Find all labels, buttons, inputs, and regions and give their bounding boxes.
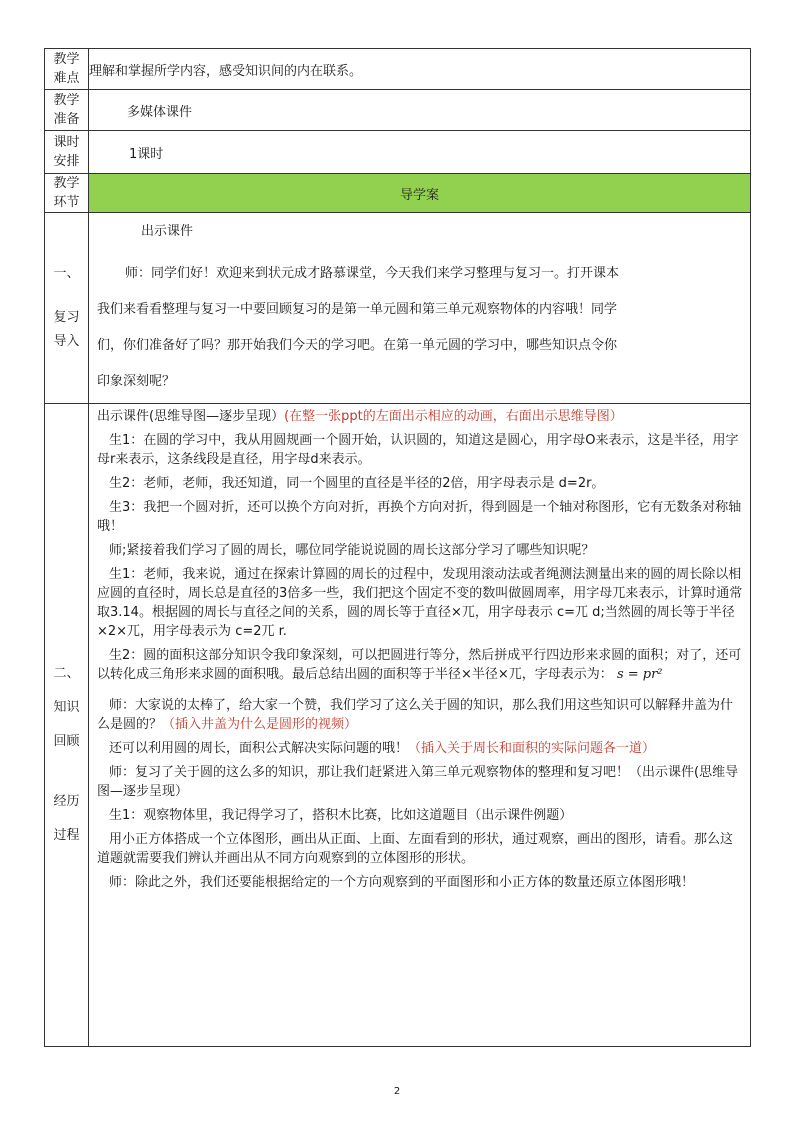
section-number: 二、 — [53, 666, 80, 681]
paragraph: 师：复习了关于圆的这么多的知识，那让我们赶紧进入第三单元观察物体的整理和复习吧！（出示课件(思维导图—逐步呈现） — [97, 765, 739, 799]
intro-line: 印象深刻呢？ — [97, 374, 176, 389]
paragraph: 师;紧接着我们学习了圆的周长，哪位同学能说说圆的周长这部分学习了哪些知识呢？ — [109, 543, 595, 558]
row-section-2 — [45, 404, 751, 1047]
section-number: 一、 — [53, 266, 80, 281]
intro-line: 师：同学们好！欢迎来到状元成才路慕课堂，今天我们来学习整理与复习一。打开课本 — [125, 266, 620, 281]
label-section-1 — [45, 213, 89, 404]
label-line-2: 难点 — [53, 71, 80, 86]
paragraph: 生1：在圆的学习中，我从用圆规画一个圆开始，认识圆的，知道这是圆心，用字母O来表示，这是半径，用字母r来表示，这条线段是直径，用字母d来表示。 — [97, 433, 739, 467]
paragraph-text: 生2：圆的面积这部分知识令我印象深刻，可以把圆进行等分，然后拼成平行四边形来求圆的面积；对了，还可以转化成三角形来求圆的面积哦。最后总结出圆的面积等于半径×半径×兀，字母表示为： — [97, 648, 742, 682]
paragraph — [97, 696, 744, 734]
stage-header: 导学案 — [89, 174, 751, 213]
paragraph-text: 还可以利用圆的周长，面积公式解决实际问题的哦！ — [109, 741, 409, 756]
section-1-content — [89, 213, 751, 404]
paragraph — [97, 739, 744, 758]
label-line-1: 教学 — [53, 176, 80, 191]
intro-line: 们，你们准备好了吗？那开始我们今天的学习吧。在第一单元圆的学习中，哪些知识点令你 — [97, 338, 618, 353]
row-section-1 — [45, 213, 751, 404]
label-section-2 — [45, 404, 89, 1047]
difficulty-content: 理解和掌握所学内容，感受知识间的内在联系。 — [89, 49, 751, 90]
label-stage — [45, 174, 89, 213]
area-formula: s = pr² — [616, 667, 663, 682]
label-line-2: 准备 — [53, 112, 80, 127]
row-schedule — [45, 131, 751, 174]
row-stage — [45, 174, 751, 213]
paragraph — [97, 407, 744, 426]
page-number: 2 — [393, 1086, 401, 1097]
paragraph-text: 师：大家说的太棒了，给大家一个赞，我们学习了这么关于圆的知识，那么我们用这些知识可以解释井盖为什么是圆的？ — [97, 698, 734, 732]
label-preparation — [45, 90, 89, 131]
label-line-1: 教学 — [53, 93, 80, 108]
paragraph: 生3：我把一个圆对折，还可以换个方向对折，再换个方向对折，得到圆是一个轴对称图形，它有无数条对称轴哦！ — [97, 500, 742, 534]
label-line-1: 教学 — [53, 52, 80, 67]
label-line-2: 安排 — [53, 154, 80, 169]
preparation-content: 多媒体课件 — [89, 90, 751, 131]
paragraph: 生1：老师，我来说，通过在探索计算圆的周长的过程中，发现用滚动法或者绳测法测量出来的圆的周长除以相应圆的直径时，周长总是直径的3倍多一些，我们把这个固定不变的数叫做圆周率，用字母兀来表示，计算时通常取3.14。根据圆的周长与直径之间的关系，圆的周长等于直径×兀，用字母表示 c=兀 d;当然圆的周长等于半径×2×兀，用字母表示为 c=2兀 r. — [97, 567, 743, 639]
label-line-3: 经历 — [53, 794, 80, 809]
teacher-note: （插入井盖为什么是圆形的视频） — [162, 717, 358, 732]
teacher-note: （插入关于周长和面积的实际问题各一道） — [408, 741, 656, 756]
label-line-1: 复习 — [53, 310, 80, 325]
label-line-2: 回顾 — [53, 734, 80, 749]
section-2-content — [89, 404, 751, 1047]
label-line-2: 环节 — [53, 195, 80, 210]
row-difficulty — [45, 49, 751, 90]
intro-line: 出示课件 — [141, 224, 194, 239]
teacher-note: (在整一张ppt的左面出示相应的动画，右面出示思维导图） — [284, 409, 623, 424]
label-line-4: 过程 — [53, 828, 80, 843]
paragraph: 生2：老师，老师，我还知道，同一个圆里的直径是半径的2倍，用字母表示是 d=2r。 — [109, 476, 605, 491]
row-preparation — [45, 90, 751, 131]
lesson-plan-table — [44, 48, 751, 1047]
paragraph — [97, 646, 744, 684]
intro-line: 我们来看看整理与复习一中要回顾复习的是第一单元圆和第三单元观察物体的内容哦！同学 — [97, 302, 618, 317]
label-schedule — [45, 131, 89, 174]
paragraph-text: 出示课件(思维导图—逐步呈现） — [97, 409, 285, 424]
label-line-1: 知识 — [53, 700, 80, 715]
schedule-content: 1课时 — [89, 131, 751, 174]
paragraph: 师：除此之外，我们还要能根据给定的一个方向观察到的平面图形和小正方体的数量还原立体图形哦！ — [109, 875, 695, 890]
label-line-2: 导入 — [53, 334, 80, 349]
paragraph: 生1：观察物体里，我记得学习了，搭积木比赛，比如这道题目（出示课件例题） — [109, 808, 573, 823]
label-line-1: 课时 — [53, 135, 80, 150]
label-difficulty — [45, 49, 89, 90]
paragraph: 用小正方体搭成一个立体图形，画出从正面、上面、左面看到的形状，通过观察，画出的图形，请看。那么这道题就需要我们辨认并画出从不同方向观察到的立体图形的形状。 — [97, 832, 734, 866]
